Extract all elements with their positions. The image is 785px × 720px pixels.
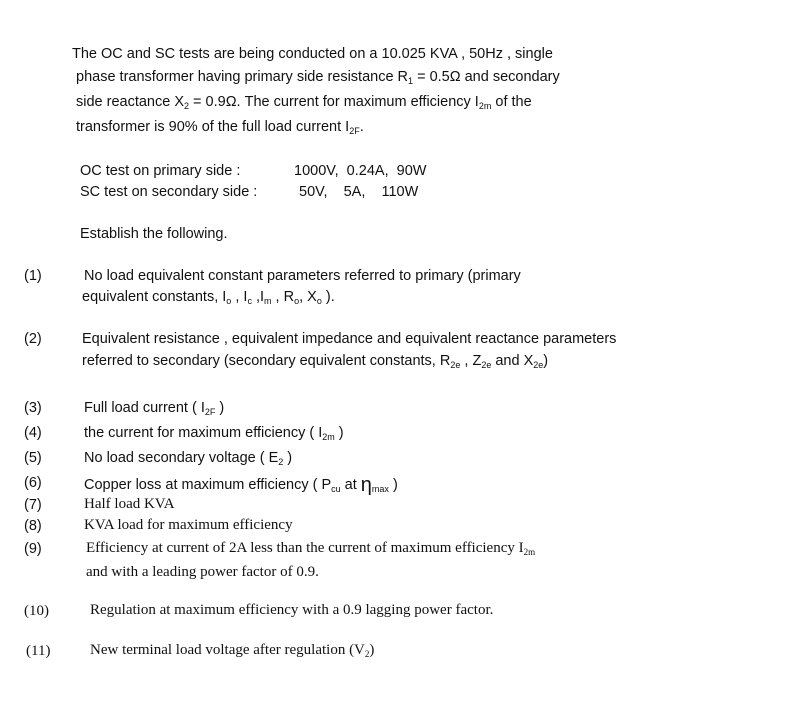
item-11-text: New terminal load voltage after regulation $(V_2)$ [90, 642, 375, 659]
item-number: (1) [24, 268, 42, 284]
intro-line-2: phase transformer having primary side resistance $R_1 = 0.5\Omega$ and secondary [76, 69, 560, 86]
item-number: (3) [24, 400, 42, 416]
item-number: (6) [24, 475, 42, 491]
item-3-text: Full load current ( $I_{2F}$ ) [84, 400, 225, 417]
item-1-line-2: equivalent constants, $I_o$ , $I_c$ $,I_m$ , $R_o$, $X_o$ ). [82, 289, 335, 306]
item-number: (4) [24, 425, 42, 441]
intro-line-1: The OC and SC tests are being conducted on a 10.025 KVA , 50Hz , single [72, 46, 553, 62]
establish-heading: Establish the following. [80, 226, 228, 242]
item-number: (11) [26, 643, 51, 659]
intro-line-4: transformer is 90% of the full load current $I_{2F}$. [76, 119, 364, 136]
item-6-text: Copper loss at maximum efficiency ( $P_{cu}$ at $\eta_{max}$ ) [84, 474, 398, 496]
item-5-text: No load secondary voltage ( $E_2$ ) [84, 450, 293, 467]
sc-test-values: 50V, 5A, 110W [299, 184, 419, 200]
item-number: (8) [24, 518, 42, 534]
item-9-line-1: Efficiency at current of 2A less than the current of maximum efficiency $I_{2m}$ [86, 540, 536, 557]
item-number: (5) [24, 450, 42, 466]
item-number: (2) [24, 331, 42, 347]
item-number: (7) [24, 497, 42, 513]
oc-test-values: 1000V, 0.24A, 90W [294, 163, 427, 179]
item-10-text: Regulation at maximum efficiency with a 0.9 lagging power factor. [90, 602, 494, 618]
item-2-line-2: referred to secondary (secondary equivalent constants, $R_{2e}$ , $Z_{2e}$ and $X_{2e}$) [82, 353, 549, 370]
intro-line-3: side reactance $X_2 = 0.9\Omega$. The current for maximum efficiency $I_{2m}$ of the [76, 94, 532, 111]
sc-test-label: SC test on secondary side : [80, 184, 258, 200]
item-number: (10) [24, 603, 49, 619]
item-2-line-1: Equivalent resistance , equivalent impedance and equivalent reactance parameters [82, 331, 617, 347]
item-7-text: Half load KVA [84, 496, 175, 512]
oc-test-label: OC test on primary side : [80, 163, 241, 179]
item-number: (9) [24, 541, 42, 557]
item-1-line-1: No load equivalent constant parameters referred to primary (primary [84, 268, 521, 284]
item-4-text: the current for maximum efficiency ( $I_{2m}$ ) [84, 425, 344, 442]
item-9-line-2: and with a leading power factor of 0.9. [86, 564, 319, 580]
item-8-text: KVA load for maximum efficiency [84, 517, 293, 533]
